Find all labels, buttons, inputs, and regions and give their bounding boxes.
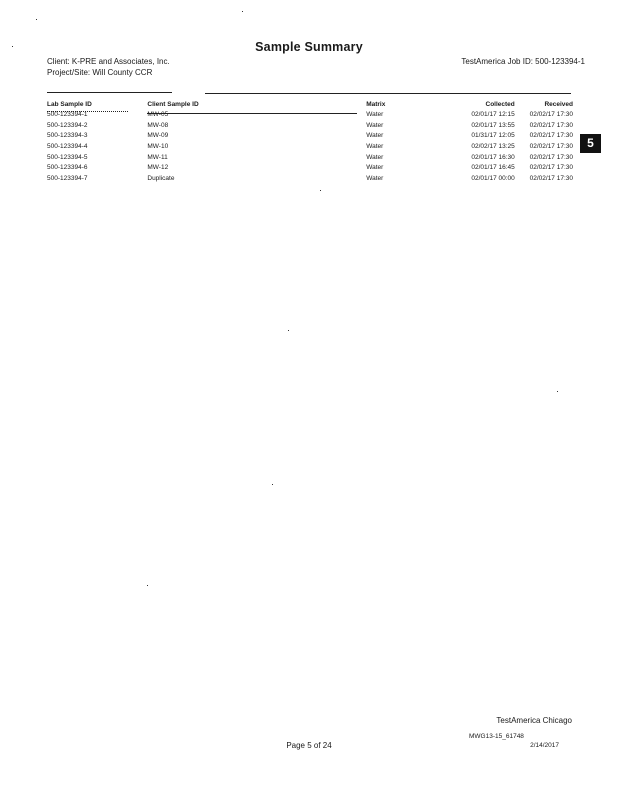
lab-sample-id-cell: 500-123394-1 (47, 111, 88, 118)
matrix-cell: Water (366, 111, 384, 118)
client-sample-id-cell: MW-05 (147, 111, 169, 118)
column-header-client-sample-id: Client Sample ID (147, 101, 199, 108)
project-site: Project/Site: Will County CCR (47, 68, 153, 77)
collected-cell: 02/01/17 13:55 (471, 121, 515, 129)
client-sample-id-cell: MW-09 (147, 132, 169, 140)
table-row (47, 132, 573, 143)
client-sample-id-cell: MW-12 (147, 164, 169, 172)
lab-sample-id-cell: 500-123394-5 (47, 153, 88, 161)
table-row (47, 122, 573, 133)
job-id: TestAmerica Job ID: 500-123394-1 (461, 57, 585, 66)
matrix-cell: Water (366, 132, 384, 140)
lab-sample-id-cell: 500-123394-3 (47, 132, 88, 140)
scan-speck (272, 484, 273, 485)
matrix-cell: Water (366, 164, 384, 172)
header-rule-right (205, 93, 571, 94)
received-cell: 02/02/17 17:30 (529, 175, 573, 183)
footer-page-number: Page 5 of 24 (286, 741, 332, 750)
received-cell: 02/02/17 17:30 (529, 111, 573, 118)
client-sample-id-cell: MW-08 (147, 121, 169, 129)
lab-sample-id-cell: 500-123394-2 (47, 121, 88, 129)
received-cell: 02/02/17 17:30 (529, 164, 573, 172)
section-tab-badge: 5 (580, 134, 601, 153)
footer-document-code: MWG13-15_61748 (469, 733, 524, 740)
scan-speck (36, 19, 37, 20)
client-sample-id-cell: MW-10 (147, 143, 169, 151)
table-row (47, 154, 573, 165)
client-name: Client: K-PRE and Associates, Inc. (47, 57, 170, 66)
scan-speck (242, 11, 243, 12)
column-header-received: Received (544, 101, 573, 108)
collected-cell: 02/02/17 13:25 (471, 143, 515, 151)
received-cell: 02/02/17 17:30 (529, 143, 573, 151)
received-cell: 02/02/17 17:30 (529, 153, 573, 161)
lab-sample-id-cell: 500-123394-4 (47, 143, 88, 151)
collected-cell: 01/31/17 12:05 (471, 132, 515, 140)
table-header-row (47, 101, 573, 111)
scan-speck (557, 391, 558, 392)
column-header-lab-sample-id: Lab Sample ID (47, 101, 92, 108)
collected-cell: 02/01/17 12:15 (471, 111, 515, 118)
client-sample-id-cell: MW-11 (147, 153, 168, 161)
lab-sample-id-cell: 500-123394-7 (47, 175, 88, 183)
column-header-collected: Collected (485, 101, 515, 108)
footer-lab-name: TestAmerica Chicago (496, 716, 572, 725)
column-header-matrix: Matrix (366, 101, 386, 108)
matrix-cell: Water (366, 153, 384, 161)
footer-date: 2/14/2017 (530, 742, 559, 749)
matrix-cell: Water (366, 143, 384, 151)
collected-cell: 02/01/17 16:45 (471, 164, 515, 172)
table-row (47, 175, 573, 186)
scan-speck (147, 585, 148, 586)
client-sample-id-cell: Duplicate (147, 175, 175, 183)
document-title: Sample Summary (255, 40, 363, 54)
scan-speck (288, 330, 289, 331)
scan-speck (320, 190, 321, 191)
matrix-cell: Water (366, 121, 384, 129)
matrix-cell: Water (366, 175, 384, 183)
collected-cell: 02/01/17 16:30 (471, 153, 515, 161)
header-rule-left (47, 92, 172, 93)
received-cell: 02/02/17 17:30 (529, 121, 573, 129)
collected-cell: 02/01/17 00:00 (471, 175, 515, 183)
table-row (47, 164, 573, 175)
table-row (47, 143, 573, 154)
lab-sample-id-cell: 500-123394-6 (47, 164, 88, 172)
table-row (47, 111, 573, 122)
received-cell: 02/02/17 17:30 (529, 132, 573, 140)
scan-speck (12, 46, 13, 47)
sample-summary-table (47, 101, 573, 186)
